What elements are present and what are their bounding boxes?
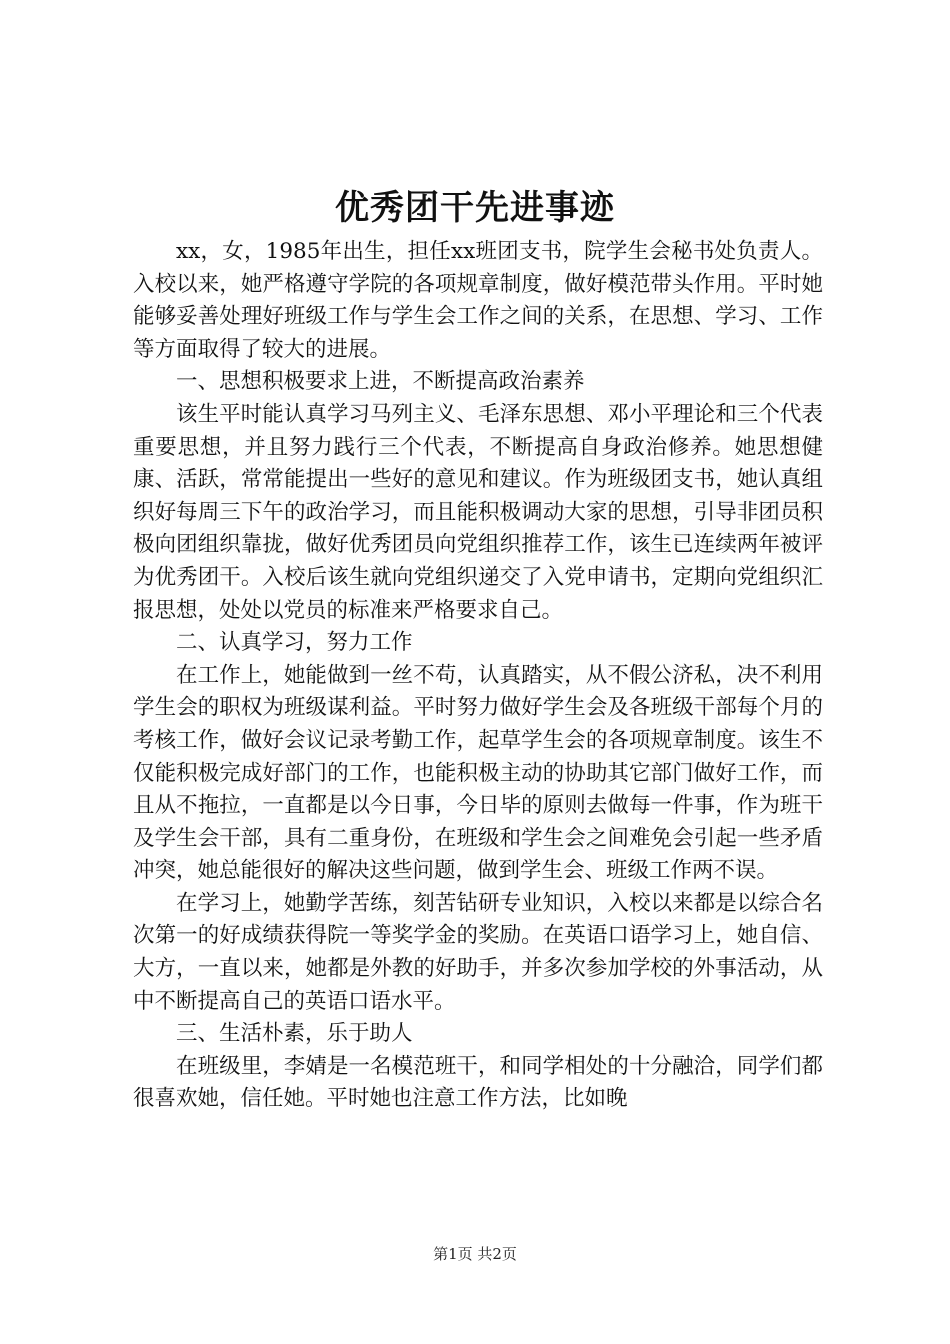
document-title: 优秀团干先进事迹 <box>335 188 615 228</box>
paragraph-work: 在工作上，她能做到一丝不苟，认真踏实，从不假公济私，决不利用学生会的职权为班级谋利益。平时努力做好学生会及各班级干部每个月的考核工作，做好会议记录考勤工作，起草学生会的各项规章制度。该生不仅能积极完成好部门的工作，也能积极主动的协助其它部门做好工作，而且从不拖拉，一直都是以今日事，今日毕的原则去做每一件事，作为班干及学生会干部，具有二重身份，在班级和学生会之间难免会引起一些矛盾冲突，她总能很好的解决这些问题，做到学生会、班级工作两不误。 <box>133 662 823 884</box>
section-heading-3: 三、生活朴素，乐于助人 <box>176 1021 413 1047</box>
paragraph-life: 在班级里，李婧是一名模范班干，和同学相处的十分融洽，同学们都很喜欢她，信任她。平时她也注意工作方法，比如晚 <box>133 1053 823 1112</box>
paragraph-ideology: 该生平时能认真学习马列主义、毛泽东思想、邓小平理论和三个代表重要思想，并且努力践行三个代表，不断提高自身政治修养。她思想健康、活跃，常常能提出一些好的意见和建议。作为班级团支书，她认真组织好每周三下午的政治学习，而且能积极调动大家的思想，引导非团员积极向团组织靠拢，做好优秀团员向党组织推荐工作，该生已连续两年被评为优秀团干。入校后该生就向党组织递交了入党申请书，定期向党组织汇报思想，处处以党员的标准来严格要求自己。 <box>133 401 823 623</box>
section-heading-1: 一、思想积极要求上进，不断提高政治素养 <box>176 369 585 395</box>
paragraph-intro: xx，女，1985年出生，担任xx班团支书，院学生会秘书处负责人。入校以来，她严格遵守学院的各项规章制度，做好模范带头作用。平时她能够妥善处理好班级工作与学生会工作之间的关系，在思想、学习、工作等方面取得了较大的进展。 <box>133 239 823 362</box>
paragraph-study: 在学习上，她勤学苦练，刻苦钻研专业知识，入校以来都是以综合名次第一的好成绩获得院一等奖学金的奖励。在英语口语学习上，她自信、大方，一直以来，她都是外教的好助手，并多次参加学校的外事活动，从中不断提高自己的英语口语水平。 <box>133 890 823 1014</box>
section-heading-2: 二、认真学习，努力工作 <box>176 630 413 656</box>
page-footer: 第1页 共2页 <box>433 1245 517 1263</box>
document-body <box>133 236 823 1116</box>
